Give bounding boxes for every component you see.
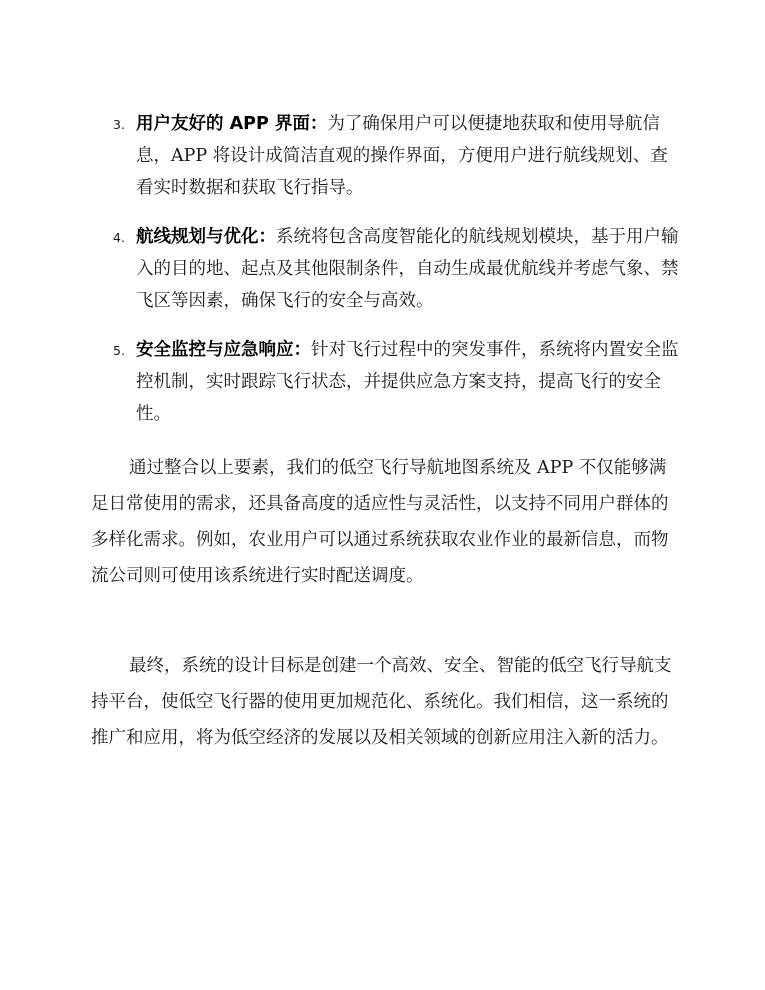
list-item-term: 航线规划与优化：: [136, 227, 276, 247]
list-item-text: 针对飞行过程中的突发事件，系统将内置安全监控机制，实时跟踪飞行状态，并提供应急方案支持，提高飞行的安全性。: [136, 340, 679, 424]
list-item: [0, 108, 681, 204]
list-number: 3.: [113, 117, 125, 132]
body-paragraph: 最终，系统的设计目标是创建一个高效、安全、智能的低空飞行导航支持平台，使低空飞行器的使用更加规范化、系统化。我们相信，这一系统的推广和应用，将为低空经济的发展以及相关领域的创新应用注入新的活力。: [91, 656, 672, 748]
list-item: [0, 221, 681, 317]
list-item-term: 用户友好的 APP 界面：: [136, 114, 328, 134]
list-item-text: 系统将包含高度智能化的航线规划模块，基于用户输入的目的地、起点及其他限制条件，自动生成最优航线并考虑气象、禁飞区等因素，确保飞行的安全与高效。: [136, 227, 679, 311]
body-paragraph: 通过整合以上要素，我们的低空飞行导航地图系统及 APP 不仅能够满足日常使用的需求，还具备高度的适应性与灵活性，以支持不同用户群体的多样化需求。例如，农业用户可以通过系统获取农业作业的最新信息，而物流公司则可使用该系统进行实时配送调度。: [91, 458, 669, 586]
list-item: [0, 334, 681, 430]
list-number: 5.: [113, 343, 125, 358]
list-item-term: 安全监控与应急响应：: [136, 340, 311, 360]
numbered-list: [0, 108, 765, 447]
list-item-text: 为了确保用户可以便捷地获取和使用导航信息，APP 将设计成简洁直观的操作界面，方便用户进行航线规划、查看实时数据和获取飞行指导。: [136, 114, 668, 198]
list-number: 4.: [113, 230, 125, 245]
